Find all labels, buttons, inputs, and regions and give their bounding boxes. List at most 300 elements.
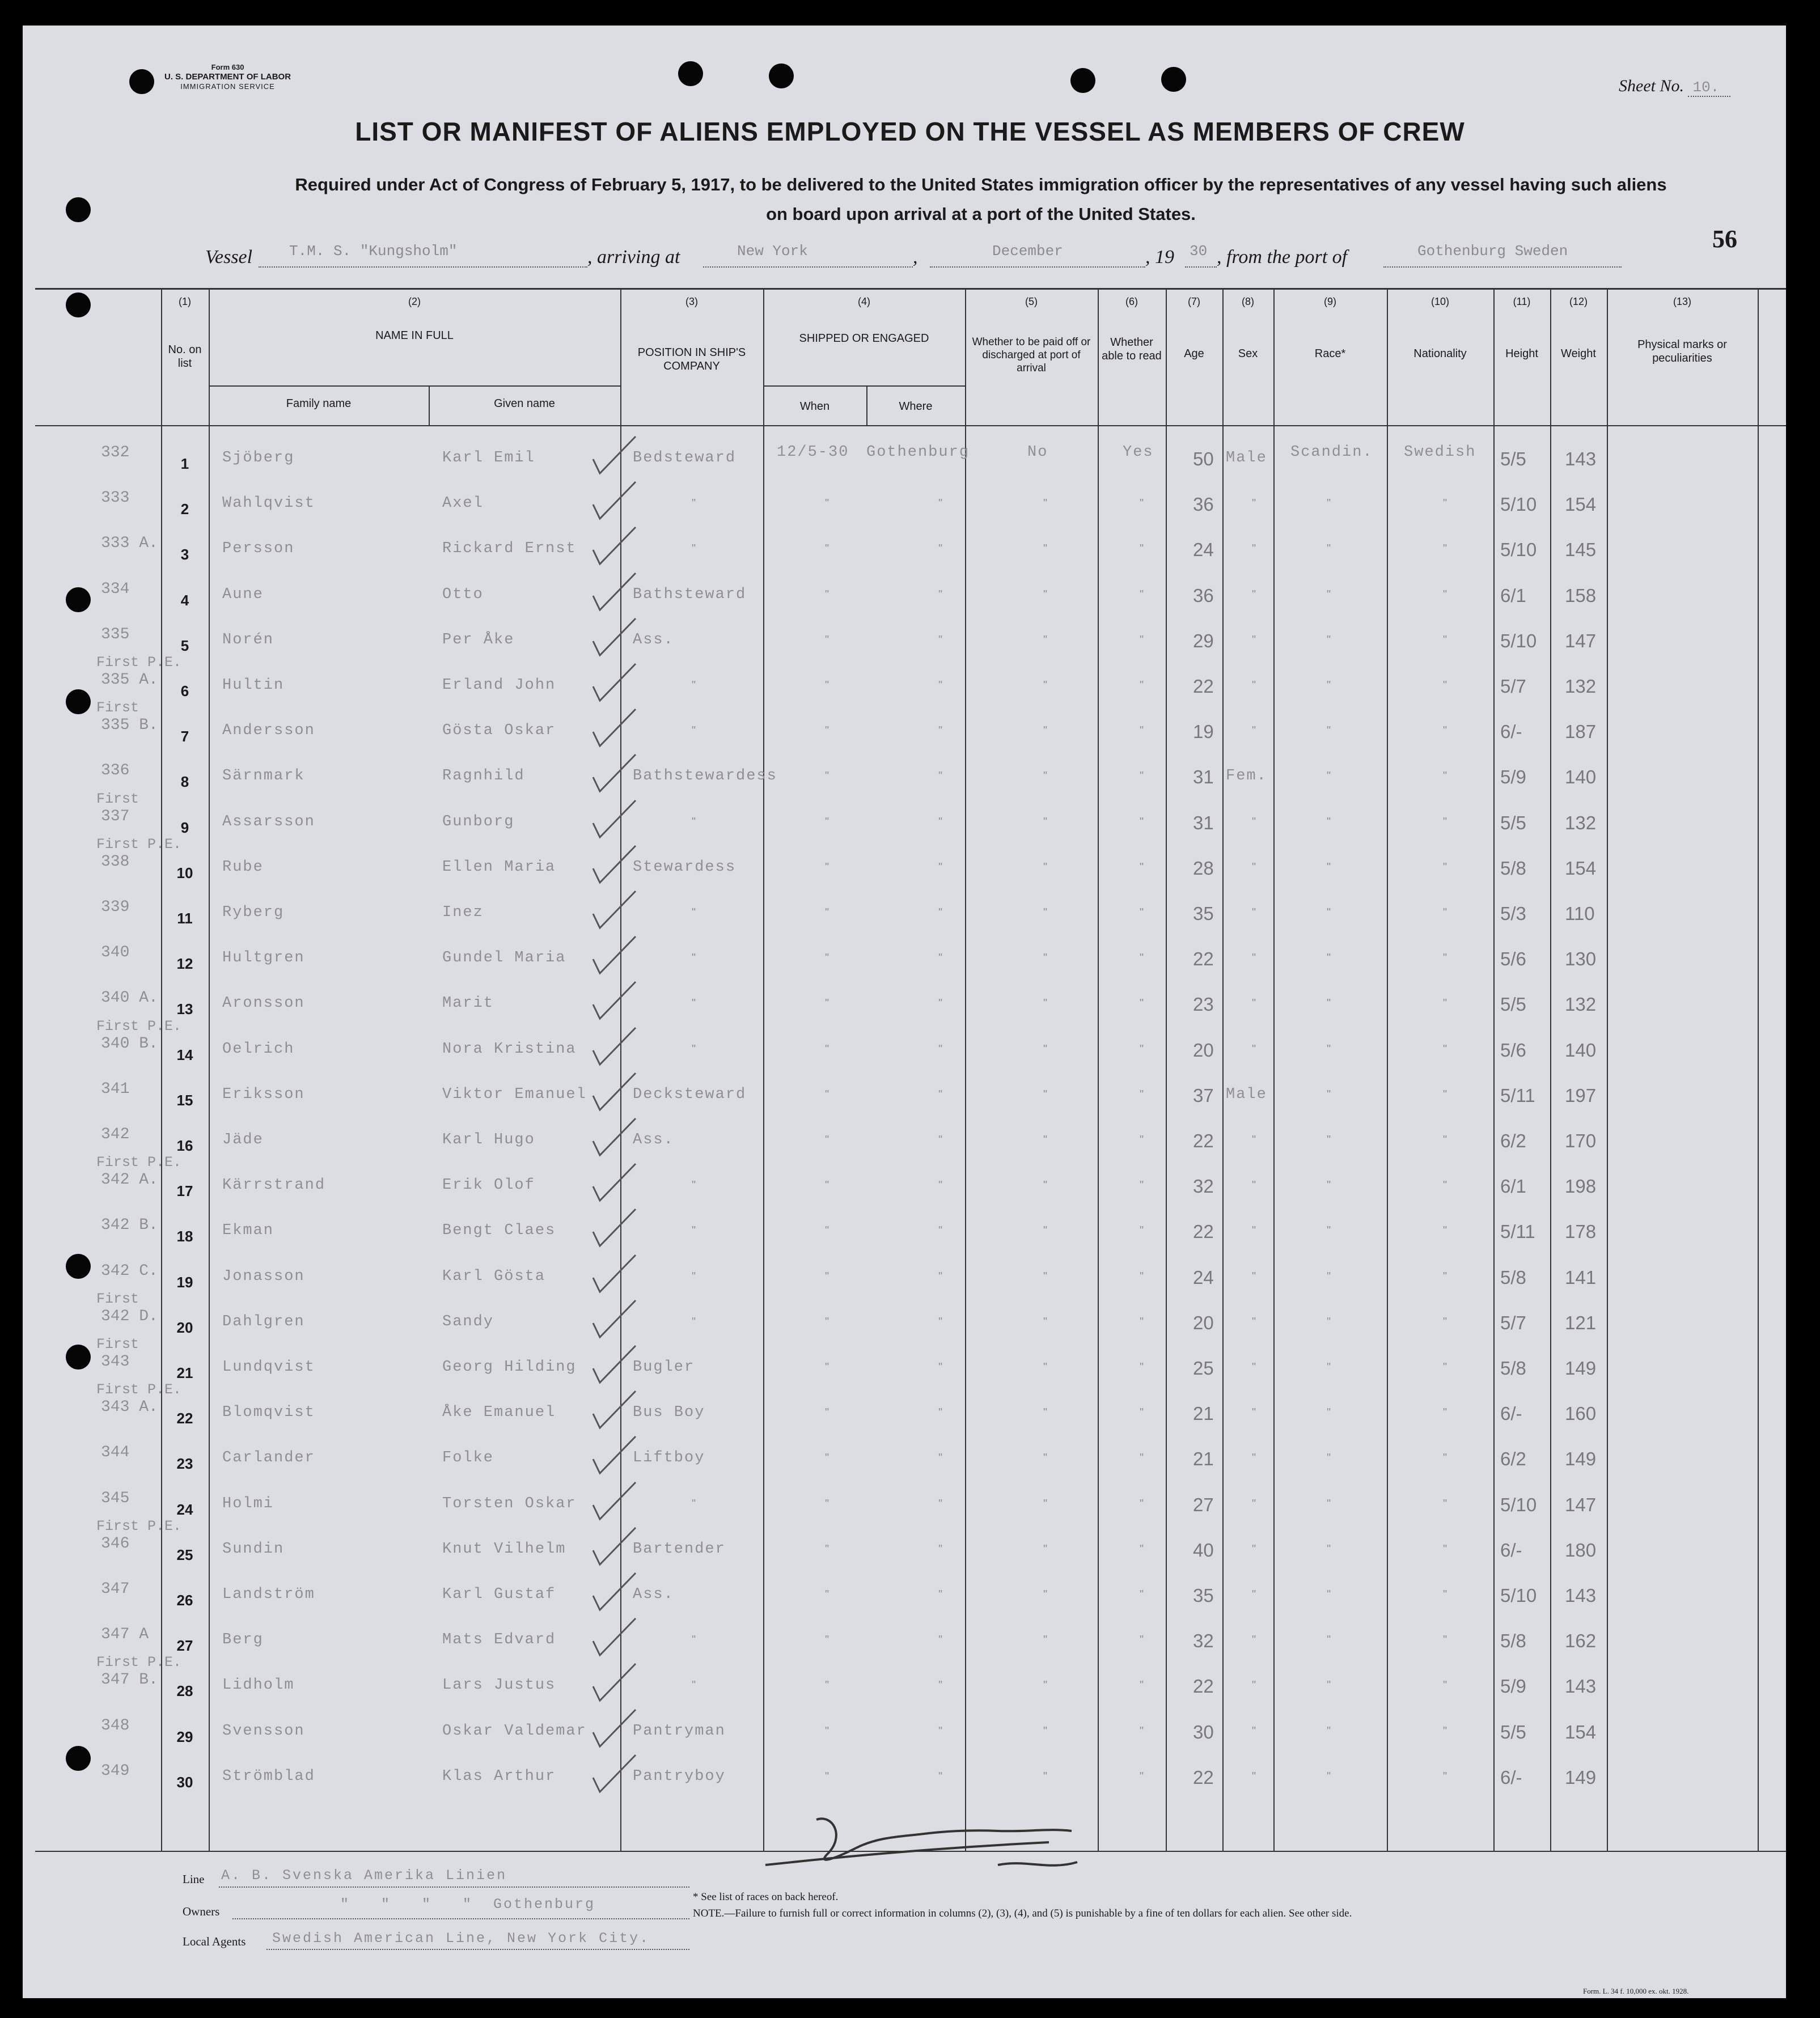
given-name: Nora Kristina bbox=[442, 1040, 577, 1058]
height: 5/5 bbox=[1500, 812, 1526, 833]
weight: 149 bbox=[1565, 1766, 1597, 1788]
signature-mark bbox=[731, 1803, 1196, 1893]
ditto-mark: " bbox=[1140, 1724, 1144, 1737]
ditto-mark: " bbox=[1327, 1406, 1331, 1419]
family-name: Assarsson bbox=[222, 813, 315, 830]
ditto-mark: " bbox=[1252, 1406, 1256, 1419]
weight: 149 bbox=[1565, 1448, 1597, 1470]
family-name: Eriksson bbox=[222, 1086, 305, 1103]
given-name: Åke Emanuel bbox=[442, 1404, 556, 1422]
ditto-mark: " bbox=[1327, 952, 1331, 965]
ditto-mark: " bbox=[825, 1179, 829, 1192]
year-dotline bbox=[1185, 266, 1217, 268]
row1-paid-off: No bbox=[1027, 444, 1048, 461]
given-name: Bengt Claes bbox=[442, 1222, 556, 1240]
age: 40 bbox=[1193, 1539, 1214, 1561]
family-name: Hultin bbox=[222, 677, 285, 694]
row1-when: 12/5-30 bbox=[777, 444, 849, 461]
ditto-mark: " bbox=[825, 1588, 829, 1601]
ditto-mark: " bbox=[938, 906, 943, 919]
col6-header: Whether able to read bbox=[1102, 336, 1162, 362]
ditto-mark: " bbox=[825, 1042, 829, 1055]
check-mark-icon bbox=[587, 1343, 638, 1388]
margin-note: First P.E. bbox=[96, 1654, 182, 1671]
ditto-mark: " bbox=[692, 1179, 696, 1192]
sheet-label: Sheet No. bbox=[1619, 77, 1684, 95]
ditto-mark: " bbox=[1043, 860, 1048, 874]
ditto-mark: " bbox=[1140, 724, 1144, 737]
height: 6/- bbox=[1500, 1766, 1522, 1788]
ditto-mark: " bbox=[1327, 1179, 1331, 1192]
given-name: Sandy bbox=[442, 1313, 494, 1330]
col3-header: POSITION IN SHIP'S COMPANY bbox=[637, 346, 746, 372]
sex: Fem. bbox=[1226, 768, 1267, 785]
weight: 162 bbox=[1565, 1630, 1597, 1652]
given-name: Georg Hilding bbox=[442, 1359, 577, 1376]
list-number: 348 bbox=[101, 1716, 130, 1735]
ditto-mark: " bbox=[1327, 1634, 1331, 1647]
weight: 132 bbox=[1565, 994, 1597, 1015]
punch-hole bbox=[769, 63, 794, 88]
ditto-mark: " bbox=[825, 1452, 829, 1465]
ditto-mark: " bbox=[1327, 1770, 1331, 1783]
check-mark-icon bbox=[587, 934, 638, 979]
ditto-mark: " bbox=[1443, 906, 1447, 919]
weight: 140 bbox=[1565, 766, 1597, 788]
ditto-mark: " bbox=[1327, 1088, 1331, 1101]
family-name: Holmi bbox=[222, 1495, 274, 1512]
given-name: Otto bbox=[442, 586, 484, 603]
age: 21 bbox=[1193, 1448, 1214, 1470]
weight: 132 bbox=[1565, 812, 1597, 833]
list-number: 342 D. bbox=[101, 1307, 158, 1325]
owners-label: Owners bbox=[183, 1905, 220, 1918]
col-rule bbox=[1493, 288, 1495, 1851]
weight: 130 bbox=[1565, 948, 1597, 970]
ditto-mark: " bbox=[825, 724, 829, 737]
col5-number: (5) bbox=[1025, 296, 1038, 307]
position: Liftboy bbox=[633, 1449, 705, 1467]
age: 23 bbox=[1193, 994, 1214, 1015]
given-name: Gundel Maria bbox=[442, 949, 566, 967]
ditto-mark: " bbox=[825, 1634, 829, 1647]
weight: 178 bbox=[1565, 1221, 1597, 1243]
row-number: 1 bbox=[180, 455, 189, 472]
row-number: 2 bbox=[180, 501, 189, 518]
row-number: 30 bbox=[176, 1773, 193, 1791]
ditto-mark: " bbox=[1043, 1770, 1048, 1783]
age: 19 bbox=[1193, 721, 1214, 743]
list-number: 335 B. bbox=[101, 717, 158, 735]
col10-number: (10) bbox=[1430, 296, 1449, 307]
family-name: Persson bbox=[222, 540, 295, 558]
ditto-mark: " bbox=[1443, 1361, 1447, 1373]
row-number: 23 bbox=[176, 1455, 193, 1473]
ditto-mark: " bbox=[1443, 1724, 1447, 1737]
height: 5/8 bbox=[1500, 1358, 1526, 1379]
ditto-mark: " bbox=[1140, 1224, 1144, 1237]
ditto-mark: " bbox=[1252, 1042, 1256, 1055]
ditto-mark: " bbox=[1252, 1361, 1256, 1373]
ditto-mark: " bbox=[1443, 497, 1447, 510]
col11-number: (11) bbox=[1513, 296, 1531, 307]
ditto-mark: " bbox=[692, 906, 696, 919]
ditto-mark: " bbox=[1043, 1179, 1048, 1192]
check-mark-icon bbox=[587, 434, 638, 479]
weight: 154 bbox=[1565, 494, 1597, 515]
ditto-mark: " bbox=[1327, 1588, 1331, 1601]
check-mark-icon bbox=[587, 1434, 638, 1479]
given-name: Rickard Ernst bbox=[442, 540, 577, 558]
check-mark-icon bbox=[587, 1479, 638, 1525]
ditto-mark: " bbox=[1140, 1134, 1144, 1146]
ditto-mark: " bbox=[938, 1361, 943, 1373]
ditto-mark: " bbox=[825, 1770, 829, 1783]
ditto-mark: " bbox=[692, 815, 696, 828]
weight: 149 bbox=[1565, 1358, 1597, 1379]
check-mark-icon bbox=[587, 479, 638, 524]
col-rule bbox=[763, 288, 764, 1851]
ditto-mark: " bbox=[1252, 860, 1256, 874]
check-mark-icon bbox=[587, 706, 638, 752]
check-mark-icon bbox=[587, 798, 638, 843]
height: 6/1 bbox=[1500, 1176, 1526, 1197]
ditto-mark: " bbox=[1252, 1134, 1256, 1146]
arriving-value: New York bbox=[737, 243, 808, 260]
name-subheader-rule bbox=[209, 385, 620, 387]
ditto-mark: " bbox=[938, 1134, 943, 1146]
family-name: Sjöberg bbox=[222, 450, 295, 467]
given-name: Inez bbox=[442, 904, 484, 921]
ditto-mark: " bbox=[1043, 1042, 1048, 1055]
col8-header: Sex bbox=[1238, 347, 1258, 360]
ditto-mark: " bbox=[692, 724, 696, 737]
ditto-mark: " bbox=[692, 1315, 696, 1328]
ditto-mark: " bbox=[1252, 1179, 1256, 1192]
ditto-mark: " bbox=[938, 588, 943, 601]
list-number: 346 bbox=[101, 1534, 130, 1553]
weight: 187 bbox=[1565, 721, 1597, 743]
ditto-mark: " bbox=[1043, 997, 1048, 1010]
list-number: 342 bbox=[101, 1126, 130, 1143]
col9-header: Race* bbox=[1314, 347, 1346, 360]
position: Ass. bbox=[633, 631, 674, 648]
agents-label: Local Agents bbox=[183, 1935, 246, 1948]
col-rule bbox=[1166, 288, 1167, 1851]
ditto-mark: " bbox=[1140, 542, 1144, 556]
owners-dotline bbox=[232, 1918, 689, 1919]
ditto-mark: " bbox=[1252, 1634, 1256, 1647]
col3-number: (3) bbox=[685, 296, 698, 307]
ditto-mark: " bbox=[1252, 952, 1256, 965]
ditto-mark: " bbox=[938, 1588, 943, 1601]
age: 32 bbox=[1193, 1176, 1214, 1197]
row-number: 14 bbox=[176, 1046, 193, 1063]
ditto-mark: " bbox=[1327, 1679, 1331, 1692]
ditto-mark: " bbox=[1443, 1770, 1447, 1783]
punch-hole bbox=[1161, 67, 1186, 92]
age: 22 bbox=[1193, 1766, 1214, 1788]
height: 6/- bbox=[1500, 1539, 1522, 1561]
ditto-mark: " bbox=[1443, 1497, 1447, 1510]
ditto-mark: " bbox=[1140, 588, 1144, 601]
weight: 170 bbox=[1565, 1130, 1597, 1151]
ditto-mark: " bbox=[1140, 1270, 1144, 1283]
age: 22 bbox=[1193, 948, 1214, 970]
height: 6/2 bbox=[1500, 1130, 1526, 1151]
ditto-mark: " bbox=[825, 952, 829, 965]
ditto-mark: " bbox=[825, 679, 829, 692]
ditto-mark: " bbox=[1043, 497, 1048, 510]
ditto-mark: " bbox=[1327, 860, 1331, 874]
ditto-mark: " bbox=[1327, 1542, 1331, 1555]
ditto-mark: " bbox=[1043, 1224, 1048, 1237]
col-rule bbox=[1222, 288, 1224, 1851]
ditto-mark: " bbox=[692, 1270, 696, 1283]
ditto-mark: " bbox=[1043, 633, 1048, 646]
ditto-mark: " bbox=[1043, 815, 1048, 828]
vessel-label: Vessel bbox=[205, 247, 253, 268]
height: 5/7 bbox=[1500, 1312, 1526, 1333]
given-name: Viktor Emanuel bbox=[442, 1086, 587, 1103]
col-rule bbox=[1758, 288, 1759, 1851]
ditto-mark: " bbox=[1327, 1724, 1331, 1737]
margin-note: First P.E. bbox=[96, 654, 182, 671]
ditto-mark: " bbox=[938, 633, 943, 646]
ditto-mark: " bbox=[1140, 860, 1144, 874]
row-number: 24 bbox=[176, 1500, 193, 1518]
check-mark-icon bbox=[587, 1025, 638, 1070]
sex: Male bbox=[1226, 1086, 1267, 1103]
ditto-mark: " bbox=[1443, 952, 1447, 965]
ditto-mark: " bbox=[1252, 1770, 1256, 1783]
position: Ass. bbox=[633, 1586, 674, 1603]
height: 5/10 bbox=[1500, 1494, 1537, 1515]
ditto-mark: " bbox=[1140, 1042, 1144, 1055]
family-name: Oelrich bbox=[222, 1040, 295, 1058]
col6-number: (6) bbox=[1125, 296, 1138, 307]
check-mark-icon bbox=[587, 1707, 638, 1752]
row-number: 3 bbox=[180, 546, 189, 563]
ditto-mark: " bbox=[692, 997, 696, 1010]
position: Pantryman bbox=[633, 1722, 726, 1740]
punch-hole bbox=[1070, 68, 1095, 93]
margin-note: First P.E. bbox=[96, 1381, 182, 1398]
list-number: 340 B. bbox=[101, 1035, 158, 1053]
list-number: 341 bbox=[101, 1080, 130, 1098]
ditto-mark: " bbox=[938, 1270, 943, 1283]
given-name: Lars Justus bbox=[442, 1677, 556, 1694]
col4-header: SHIPPED OR ENGAGED bbox=[799, 332, 929, 345]
weight: 143 bbox=[1565, 1676, 1597, 1697]
age: 31 bbox=[1193, 766, 1214, 788]
list-number: 347 bbox=[101, 1580, 130, 1598]
position: Ass. bbox=[633, 1131, 674, 1148]
ditto-mark: " bbox=[1327, 1452, 1331, 1465]
line-value: A. B. Svenska Amerika Linien bbox=[221, 1867, 507, 1884]
ditto-mark: " bbox=[1140, 1542, 1144, 1555]
height: 5/8 bbox=[1500, 857, 1526, 879]
ditto-mark: " bbox=[1327, 724, 1331, 737]
ditto-mark: " bbox=[1443, 1679, 1447, 1692]
col-rule bbox=[209, 288, 210, 1851]
print-info: Form. L. 34 f. 10,000 ex. okt. 1928. bbox=[1583, 1987, 1689, 1995]
list-number: 347 A bbox=[101, 1626, 149, 1644]
ditto-mark: " bbox=[938, 1088, 943, 1101]
weight: 143 bbox=[1565, 1585, 1597, 1606]
ditto-mark: " bbox=[1327, 1497, 1331, 1510]
punch-hole bbox=[66, 1345, 91, 1370]
ditto-mark: " bbox=[692, 679, 696, 692]
owners-value: " " " " Gothenburg bbox=[340, 1896, 596, 1913]
col4-number: (4) bbox=[858, 296, 870, 307]
position: Bathstewardess bbox=[633, 768, 777, 785]
margin-note: First bbox=[96, 790, 139, 807]
check-mark-icon bbox=[587, 1661, 638, 1706]
ditto-mark: " bbox=[1327, 906, 1331, 919]
penalty-note: NOTE.—Failure to furnish full or correct information in columns (2), (3), (4), and (5) is punishable by a fine of ten dollars for each alien. See other side. bbox=[693, 1907, 1352, 1919]
col12-header: Weight bbox=[1561, 347, 1596, 360]
family-name: Kärrstrand bbox=[222, 1177, 326, 1194]
age: 20 bbox=[1193, 1312, 1214, 1333]
col-rule bbox=[161, 288, 162, 1851]
weight: 147 bbox=[1565, 1494, 1597, 1515]
punch-hole bbox=[66, 587, 91, 612]
list-number: 335 A. bbox=[101, 671, 158, 689]
list-number: 345 bbox=[101, 1489, 130, 1507]
shipped-subheader-rule bbox=[763, 385, 965, 387]
weight: 158 bbox=[1565, 584, 1597, 606]
height: 5/10 bbox=[1500, 494, 1537, 515]
row-number: 18 bbox=[176, 1228, 193, 1245]
given-name: Ragnhild bbox=[442, 768, 525, 785]
ditto-mark: " bbox=[1252, 588, 1256, 601]
list-number: 344 bbox=[101, 1444, 130, 1462]
height: 5/5 bbox=[1500, 448, 1526, 469]
ditto-mark: " bbox=[1443, 542, 1447, 556]
arriving-dotline bbox=[703, 266, 913, 268]
height: 5/11 bbox=[1500, 1221, 1535, 1243]
year-prefix: , 19 bbox=[1145, 247, 1174, 268]
ditto-mark: " bbox=[1043, 1406, 1048, 1419]
list-number: 333 A. bbox=[101, 535, 158, 553]
list-number: 332 bbox=[101, 444, 130, 461]
row-number: 11 bbox=[177, 910, 193, 927]
department: U. S. DEPARTMENT OF LABOR bbox=[164, 72, 291, 82]
family-name: Sundin bbox=[222, 1540, 285, 1558]
row-number: 26 bbox=[176, 1592, 193, 1609]
ditto-mark: " bbox=[1443, 1634, 1447, 1647]
ditto-mark: " bbox=[938, 815, 943, 828]
header-bottom-rule bbox=[35, 425, 1786, 426]
col-rule bbox=[1550, 288, 1551, 1851]
family-name: Aune bbox=[222, 586, 264, 603]
height: 5/9 bbox=[1500, 1676, 1526, 1697]
age: 36 bbox=[1193, 494, 1214, 515]
row-number: 4 bbox=[180, 591, 189, 609]
vessel-value: T.M. S. "Kungsholm" bbox=[289, 243, 458, 260]
list-number: 339 bbox=[101, 898, 130, 916]
family-name: Särnmark bbox=[222, 768, 305, 785]
given-name: Axel bbox=[442, 495, 484, 512]
ditto-mark: " bbox=[1043, 1542, 1048, 1555]
ditto-mark: " bbox=[938, 1179, 943, 1192]
height: 5/7 bbox=[1500, 676, 1526, 697]
ditto-mark: " bbox=[825, 1088, 829, 1101]
ditto-mark: " bbox=[1443, 1588, 1447, 1601]
form-header bbox=[164, 62, 291, 91]
ditto-mark: " bbox=[1140, 497, 1144, 510]
ditto-mark: " bbox=[1252, 1588, 1256, 1601]
given-name: Per Åke bbox=[442, 631, 515, 648]
height: 5/10 bbox=[1500, 1585, 1537, 1606]
check-mark-icon bbox=[587, 1206, 638, 1252]
ditto-mark: " bbox=[1327, 1361, 1331, 1373]
given-name: Klas Arthur bbox=[442, 1767, 556, 1785]
given-name: Erland John bbox=[442, 677, 556, 694]
ditto-mark: " bbox=[1043, 679, 1048, 692]
check-mark-icon bbox=[587, 1252, 638, 1298]
ditto-mark: " bbox=[1327, 1224, 1331, 1237]
height: 5/6 bbox=[1500, 1039, 1526, 1061]
given-name: Karl Gösta bbox=[442, 1267, 546, 1285]
row1-where: Gothenburg bbox=[866, 444, 970, 461]
ditto-mark: " bbox=[1327, 542, 1331, 556]
row1-race: Scandin. bbox=[1290, 444, 1373, 461]
row-number: 25 bbox=[176, 1546, 193, 1563]
page-number: 56 bbox=[1712, 225, 1737, 253]
agents-value: Swedish American Line, New York City. bbox=[272, 1930, 650, 1947]
ditto-mark: " bbox=[1043, 542, 1048, 556]
ditto-mark: " bbox=[1327, 1042, 1331, 1055]
list-number: 342 C. bbox=[101, 1262, 158, 1280]
col2-number: (2) bbox=[408, 296, 421, 307]
ditto-mark: " bbox=[1043, 770, 1048, 783]
ditto-mark: " bbox=[938, 1042, 943, 1055]
family-name: Lidholm bbox=[222, 1677, 295, 1694]
ditto-mark: " bbox=[1140, 1588, 1144, 1601]
list-number: 337 bbox=[101, 807, 130, 825]
margin-note: First P.E. bbox=[96, 1517, 182, 1534]
col7-number: (7) bbox=[1188, 296, 1200, 307]
ditto-mark: " bbox=[1327, 633, 1331, 646]
ditto-mark: " bbox=[825, 1361, 829, 1373]
age: 36 bbox=[1193, 584, 1214, 606]
col11-header: Height bbox=[1505, 347, 1538, 360]
col2-family-header: Family name bbox=[286, 397, 352, 410]
row-number: 9 bbox=[180, 819, 189, 836]
check-mark-icon bbox=[587, 1070, 638, 1116]
ditto-mark: " bbox=[1140, 1315, 1144, 1328]
agents-dotline bbox=[266, 1949, 689, 1950]
ditto-mark: " bbox=[938, 1315, 943, 1328]
ditto-mark: " bbox=[1443, 1542, 1447, 1555]
ditto-mark: " bbox=[938, 497, 943, 510]
ditto-mark: " bbox=[1043, 1134, 1048, 1146]
ditto-mark: " bbox=[1327, 997, 1331, 1010]
ditto-mark: " bbox=[1140, 952, 1144, 965]
height: 5/9 bbox=[1500, 766, 1526, 788]
ditto-mark: " bbox=[938, 679, 943, 692]
position: Stewardess bbox=[633, 858, 737, 876]
ditto-mark: " bbox=[1043, 1679, 1048, 1692]
age: 21 bbox=[1193, 1403, 1214, 1425]
ditto-mark: " bbox=[1043, 1724, 1048, 1737]
check-mark-icon bbox=[587, 1298, 638, 1343]
height: 5/3 bbox=[1500, 903, 1526, 924]
age: 22 bbox=[1193, 1676, 1214, 1697]
check-mark-icon bbox=[587, 661, 638, 706]
